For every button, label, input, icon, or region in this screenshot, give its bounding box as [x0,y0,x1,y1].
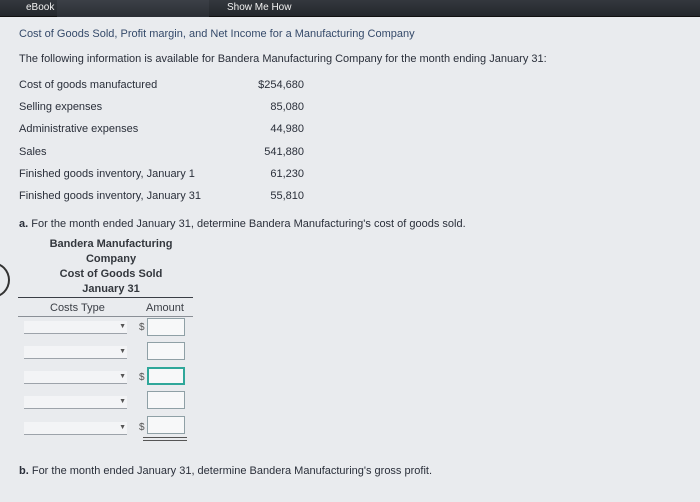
question-a-letter: a. [19,218,29,230]
data-row [19,123,319,139]
collapse-arc-icon [0,262,10,298]
column-divider [18,316,193,317]
header-divider [18,297,193,298]
question-b [19,465,432,477]
cost-type-select[interactable] [24,321,127,334]
cost-type-select[interactable] [24,371,127,384]
data-row [19,168,319,184]
statement-header [36,237,186,297]
dollar-sign: $ [139,322,145,333]
question-b-letter: b. [19,465,29,477]
chevron-down-icon: ▼ [119,398,126,405]
toolbar-divider [57,0,209,17]
company-name-line1: Bandera Manufacturing [49,238,173,250]
amount-header: Amount [146,302,184,314]
problem-title: Cost of Goods Sold, Profit margin, and Net Income for a Manufacturing Company [19,28,415,40]
statement-date: January 31 [82,283,140,295]
amount-input[interactable] [147,367,185,385]
cost-type-select[interactable] [24,422,127,435]
problem-intro: The following information is available for Bandera Manufacturing Company for the month ending January 31: [19,53,547,65]
data-value: 44,980 [270,123,304,135]
data-value: 55,810 [270,190,304,202]
company-name-line2: Company [85,253,137,265]
data-label: Finished goods inventory, January 31 [19,190,202,202]
chevron-down-icon: ▼ [119,373,126,380]
data-row [19,146,319,162]
cost-type-select[interactable] [24,346,127,359]
amount-input[interactable] [147,342,185,360]
question-b-text: For the month ended January 31, determine Bandera Manufacturing's gross profit. [31,465,433,477]
chevron-down-icon: ▼ [119,323,126,330]
ebook-link[interactable]: eBook [26,2,55,13]
question-a-text: For the month ended January 31, determine Bandera Manufacturing's cost of goods sold. [31,218,466,230]
amount-input[interactable] [147,391,185,409]
dollar-sign: $ [139,372,145,383]
total-underline [143,437,187,438]
chevron-down-icon: ▼ [119,424,126,431]
top-toolbar [0,0,700,17]
dollar-sign: $ [139,422,145,433]
data-label: Selling expenses [19,101,103,113]
data-label: Cost of goods manufactured [19,79,158,91]
show-me-how-link[interactable]: Show Me How [227,2,292,13]
data-value: 61,230 [270,168,304,180]
data-label: Sales [19,146,47,158]
data-row [19,101,319,117]
total-double-underline [143,440,187,441]
data-row [19,79,319,95]
data-row [19,190,319,206]
data-value: 541,880 [264,146,304,158]
data-label: Finished goods inventory, January 1 [19,168,195,180]
data-value: 85,080 [270,101,304,113]
data-label: Administrative expenses [19,123,139,135]
question-a [19,218,466,230]
costs-type-header: Costs Type [50,302,105,314]
cost-type-select[interactable] [24,396,127,409]
statement-name: Cost of Goods Sold [59,268,163,280]
amount-input[interactable] [147,318,185,336]
chevron-down-icon: ▼ [119,348,126,355]
amount-input[interactable] [147,416,185,434]
data-value: $254,680 [258,79,304,91]
